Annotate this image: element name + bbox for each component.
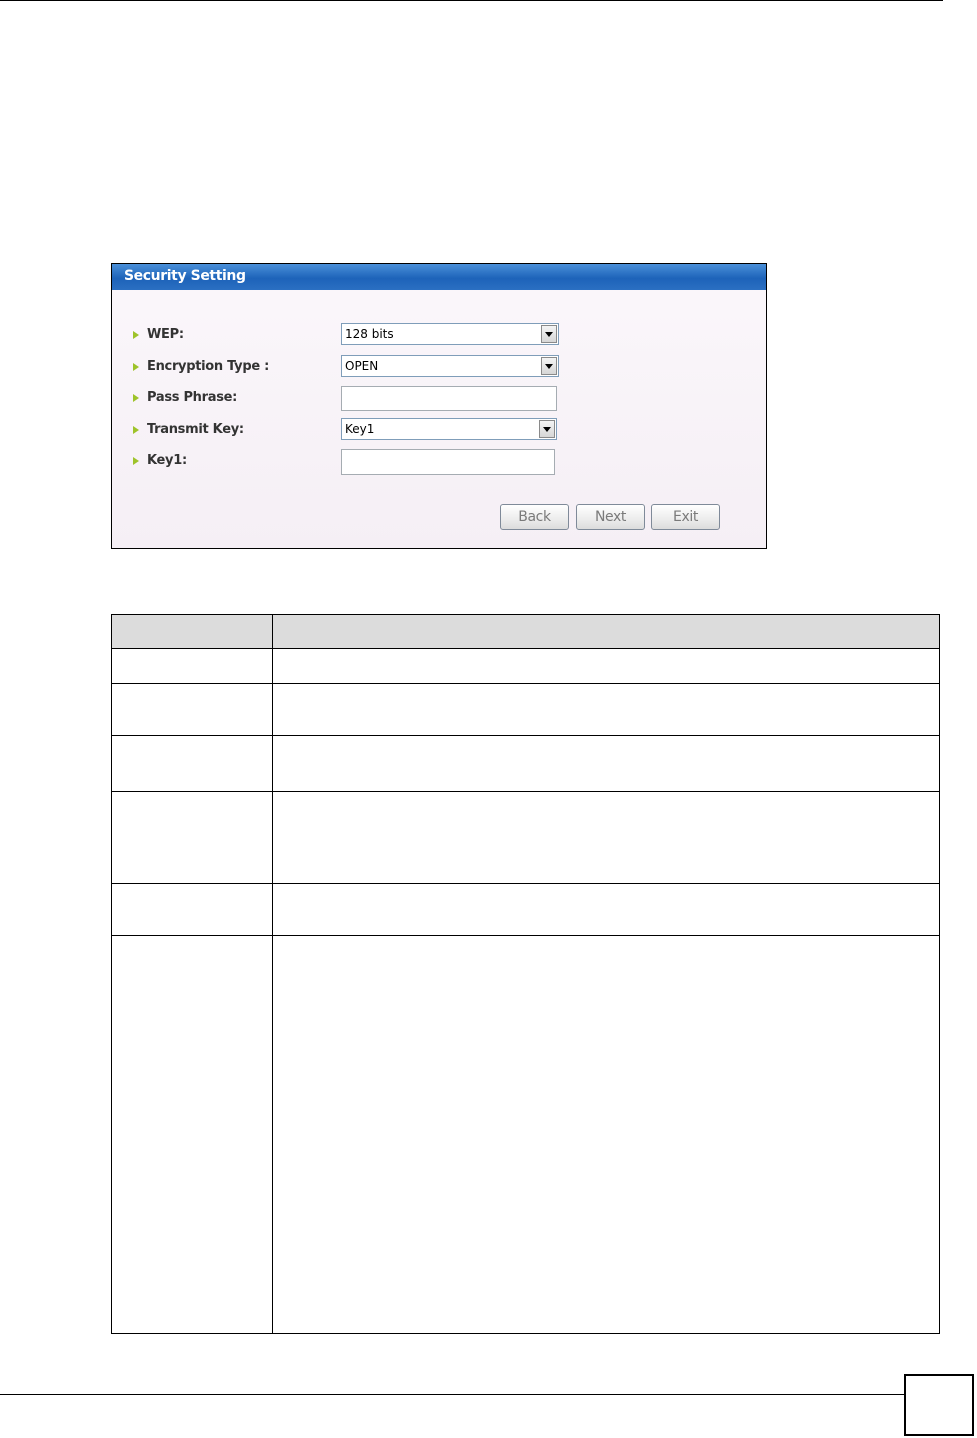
table-cell — [273, 736, 940, 792]
table-header-cell — [273, 615, 940, 649]
next-button[interactable]: Next — [576, 504, 645, 530]
arrow-bullet-icon — [133, 426, 139, 434]
key1-input[interactable] — [341, 449, 555, 475]
panel-title: Security Setting — [112, 264, 766, 290]
table-row — [112, 792, 940, 884]
pass-phrase-input[interactable] — [341, 386, 557, 411]
table-cell — [273, 649, 940, 684]
table-cell — [112, 684, 273, 736]
table-row — [112, 884, 940, 936]
table-row — [112, 649, 940, 684]
table-cell — [273, 684, 940, 736]
table-cell — [273, 936, 940, 1334]
table-row — [112, 736, 940, 792]
field-label-wep: WEP: — [147, 327, 184, 342]
field-row-wep — [112, 327, 766, 351]
arrow-bullet-icon — [133, 363, 139, 371]
encryption-type-select[interactable] — [341, 355, 559, 377]
table-cell — [112, 736, 273, 792]
table-cell — [273, 792, 940, 884]
field-row-encryption-type — [112, 359, 766, 383]
table-cell — [112, 936, 273, 1334]
field-row-key1 — [112, 453, 766, 477]
field-label-encryption-type: Encryption Type : — [147, 359, 269, 374]
field-label-transmit-key: Transmit Key: — [147, 422, 244, 437]
table-cell — [112, 649, 273, 684]
field-row-pass-phrase — [112, 390, 766, 414]
table-row — [112, 684, 940, 736]
table-row — [112, 936, 940, 1334]
field-label-key1: Key1: — [147, 453, 187, 468]
table-header-row — [112, 615, 940, 649]
arrow-bullet-icon — [133, 394, 139, 402]
table-cell — [273, 884, 940, 936]
table-header-cell — [112, 615, 273, 649]
encryption-type-select-value: OPEN — [345, 359, 379, 373]
dropdown-arrow-icon[interactable] — [541, 357, 557, 375]
description-table — [111, 614, 940, 1334]
table-cell — [112, 792, 273, 884]
dropdown-arrow-icon[interactable] — [541, 325, 557, 343]
dropdown-arrow-icon[interactable] — [539, 420, 555, 438]
wep-select[interactable] — [341, 323, 559, 345]
field-row-transmit-key — [112, 422, 766, 446]
transmit-key-select-value: Key1 — [345, 422, 375, 436]
top-rule — [0, 0, 943, 1]
back-button[interactable]: Back — [500, 504, 569, 530]
field-label-pass-phrase: Pass Phrase: — [147, 390, 238, 405]
security-setting-panel — [111, 263, 767, 549]
arrow-bullet-icon — [133, 457, 139, 465]
bottom-rule — [0, 1394, 904, 1395]
transmit-key-select[interactable] — [341, 418, 557, 440]
wep-select-value: 128 bits — [345, 327, 394, 341]
table-cell — [112, 884, 273, 936]
page-number-box — [904, 1374, 974, 1436]
exit-button[interactable]: Exit — [651, 504, 720, 530]
arrow-bullet-icon — [133, 331, 139, 339]
